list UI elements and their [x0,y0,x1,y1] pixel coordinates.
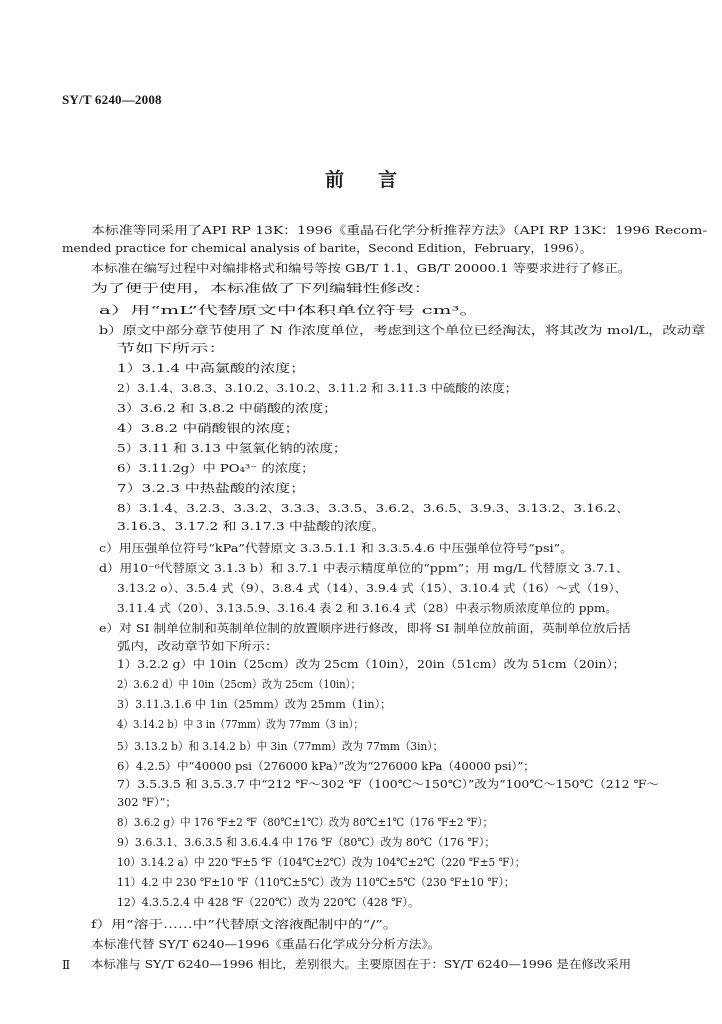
text-line: 5）3.13.2 b）和 3.14.2 b）中 3in（77mm）改为 77mm（3in）； [117,740,444,753]
title-char-1: 前 [324,169,344,191]
text-line: 3）3.6.2 和 3.8.2 中硝酸的浓度； [117,402,338,415]
text-line: 本标准与 SY/T 6240—1996 相比，差别很大。主要原因在于：SY/T 6240—1996 是在修改采用 [91,958,632,971]
title-char-2: 言 [378,169,398,191]
text-line: 3.13.2 o）、3.5.4 式（9）、3.8.4 式（14）、3.9.4 式（15）、3.10.4 式（16）～式（19）、 [117,582,627,595]
text-line: 6）4.2.5）中“40000 psi（276000 kPa）”改为“276000 kPa（40000 psi）”； [117,760,535,773]
text-line: mended practice for chemical analysis of barite，Second Edition，February，1996）。 [62,242,592,255]
text-line: 1）3.2.2 g）中 10in（25cm）改为 25cm（10in），20in（51cm）改为 51cm（20in）； [117,658,625,671]
page-number: Ⅱ [62,958,71,972]
text-line: 本标准代替 SY/T 6240—1996《重晶石化学成分分析方法》。 [91,938,441,951]
text-line: 弧内，改动章节如下所示： [117,640,279,653]
text-line: 8）3.6.2 g）中 176 ℉±2 ℉（80℃±1℃）改为 80℃±1℃（176 ℉±2 ℉）； [117,816,493,829]
text-line: 11）4.2 中 230 ℉±10 ℉（110℃±5℃）改为 110℃±5℃（230 ℉±10 ℉）； [117,876,515,889]
text-line: 2）3.1.4、3.8.3、3.10.2、3.10.2、3.11.2 和 3.11.3 中硫酸的浓度； [117,382,518,395]
text-line: 9）3.6.3.1、3.6.3.5 和 3.6.4.4 中 176 ℉（80℃）改为 80℃（176 ℉）； [117,836,496,849]
text-line: 3）3.11.3.1.6 中 1in（25mm）改为 25mm（1in）； [117,698,392,711]
text-line: 302 ℉）”； [117,796,177,809]
text-line: e）对 SI 制单位制和英制单位制的放置顺序进行修改，即将 SI 制单位放前面，英制单位放后括 [99,622,631,635]
text-line: b）原文中部分章节使用了 N 作浓度单位，考虑到这个单位已经淘汰，将其改为 mol/L，改动章 [99,324,706,337]
page-title [0,165,722,192]
text-line: 为了便于使用，本标准做了下列编辑性修改： [91,282,431,295]
document-code: SY/T 6240—2008 [62,92,162,107]
text-line: 10）3.14.2 a）中 220 ℉±5 ℉（104℃±2℃）改为 104℃±2℃（220 ℉±5 ℉）； [117,856,526,869]
text-line: 本标准等同采用了API RP 13K：1996《重晶石化学分析推荐方法》（API RP 13K：1996 Recom- [91,224,708,237]
text-line: 4）3.8.2 中硝酸银的浓度； [117,422,300,435]
text-line: a）用“mL”代替原文中体积单位符号 cm³。 [99,304,480,317]
text-line: 1）3.1.4 中高氯酸的浓度； [117,362,306,375]
text-line: 2）3.6.2 d）中 10in（25cm）改为 25cm（10in）； [117,678,361,691]
text-line: 5）3.11 和 3.13 中氢氧化钠的浓度； [117,442,347,455]
text-line: 节如下所示： [117,342,227,355]
text-line: 7）3.2.3 中热盐酸的浓度； [117,482,306,495]
text-line: 4）3.14.2 b）中 3 in（77mm）改为 77mm（3 in）； [117,718,364,731]
text-line: 7）3.5.3.5 和 3.5.3.7 中“212 ℉～302 ℉（100℃～150℃）”改为“100℃～150℃（212 ℉～ [117,778,659,791]
text-line: f）用“溶于……中”代替原文溶液配制中的“/”。 [91,918,398,931]
text-line: 12）4.3.5.2.4 中 428 ℉（220℃）改为 220℃（428 ℉）。 [117,896,419,909]
text-line: c）用压强单位符号“kPa”代替原文 3.3.5.1.1 和 3.3.5.4.6 中压强单位符号“psi”。 [99,542,573,555]
text-line: 本标准在编写过程中对编排格式和编号等按 GB/T 1.1、GB/T 20000.1 等要求进行了修正。 [91,262,631,275]
text-line: 3.11.4 式（20）、3.13.5.9、3.16.4 表 2 和 3.16.4 式（28）中表示物质浓度单位的 ppm。 [117,602,618,615]
text-line: d）用10⁻⁶代替原文 3.1.3 b）和 3.7.1 中表示精度单位的“ppm”；用 mg/L 代替原文 3.7.1、 [99,562,629,575]
text-line: 6）3.11.2g）中 PO₄³⁻ 的浓度； [117,462,315,475]
text-line: 3.16.3、3.17.2 和 3.17.3 中盐酸的浓度。 [117,520,386,533]
text-line: 8）3.1.4、3.2.3、3.3.2、3.3.3、3.3.5、3.6.2、3.6.5、3.9.3、3.13.2、3.16.2、 [117,502,630,515]
